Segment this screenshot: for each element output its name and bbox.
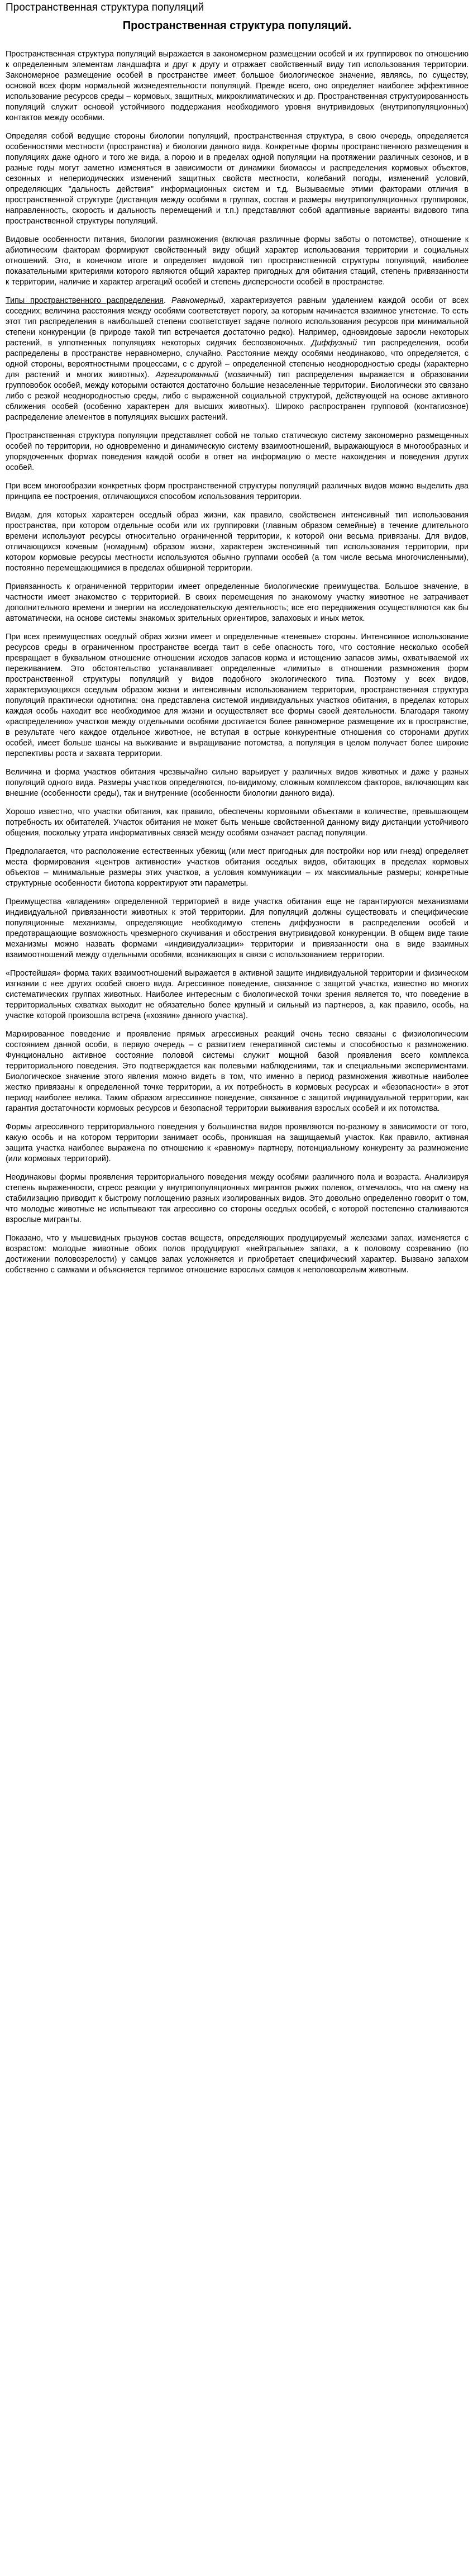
paragraph-12: Предполагается, что расположение естественных убежищ (или мест пригодных для постройки нор или гнезд) определяет места формирования «центров активности» участков обитания оседлых видов, обитающих в пределах кормовых объектов – минимальные размеры этих участков, а условия коммуникации – их максимальные размеры; конкретные структурные особенности биотопа корректируют эти параметры. [6,847,469,888]
paragraph-14: «Простейшая» форма таких взаимоотношений выражается в активной защите индивидуальной территории и физическом изгнании с нее других особей своего вида. Агрессивное поведение, связанное с защитой участка, известно во многих систематических группах животных. Наиболее интересным с биологической точки зрения является то, что поведение в территориальных схватках выходит не обязательно более крупный и сильный из партнеров, а, как правило, особь, на участке которой произошла встреча («хозяин» данного участка). [6,969,469,1020]
distribution-types-heading: Типы пространственного распределения [6,296,164,305]
paragraph-8: Привязанность к ограниченной территории имеет определенные биологические преимущества. Большое значение, в частности имеет знакомство с территорией. В своих перемещения по знакомому участку животное не затрачивает дополнительного времени и энергии на исследовательскую деятельность; все его передвижения осуществляются как бы автоматически, на основе системы знакомых зрительных ориентиров, запаховых и иных меток. [6,582,469,623]
paragraph-18: Показано, что у мышевидных грызунов состав веществ, определяющих продуцируемый железами запах, изменяется с возрастом: молодые животные обоих полов продуцируют «нейтральные» запахи, а к половому созреванию (по достижении половозрелости) у самцов запах усложняется и приобретает специфический характер. Вызвано запахом собственно с самками и объясняется терпимое отношение взрослых самцов к неполовозрелым животным. [6,1234,469,1275]
term-aggregated: Агрегированный [155,370,219,379]
paragraph-15: Маркированное поведение и проявление прямых агрессивных реакций очень тесно связаны с физиологическим состоянием данной особи, в первую очередь – с развитием генеративной системы и способностью к размножению. Функционально активное состояние половой системы служит мощной базой проявления всего комплекса территориального поведения. Это подтверждается как полевыми наблюдениями, так и специальными экспериментами. Биологическое значение этого явления можно видеть в том, что именно в период размножения животные наиболее жестко привязаны к определенной точке территории, а их потребность в кормовых ресурсах и «безопасности» в этот период наиболее велика. Таким образом агрессивное поведение, связанное с защитой индивидуальной территории, как гарантия достаточности кормовых ресурсов и безопасной территории выживания взрослых особей и их потомства. [6,1030,469,1113]
paragraph-3: Видовые особенности питания, биологии размножения (включая различные формы заботы о потомстве), отношение к абиотическим факторам формируют свойственный виду общий характер использования территории и социальных отношений. Это, в конечном итоге и определяет видовой тип пространственной структуры популяций, наиболее показательными критериями которого являются общий характер пригодных для обитания стаций, степень привязанности к территории, наличие и характер агрегаций особей и степень дисперсности особей в пространстве. [6,235,469,287]
paragraph-6: При всем многообразии конкретных форм пространственной структуры популяций различных видов можно выделить два принципа ее построения, отличающихся способом использования территории. [6,482,469,501]
paragraph-10: Величина и форма участков обитания чрезвычайно сильно варьирует у различных видов животных и даже у разных популяций одного вида. Размеры участков определяются, по-видимому, сложным комплексом факторов, включающим как внешние (особенности среды), так и внутренние (особенности биологии данного вида). [6,768,469,798]
term-diffuse: Диффузный [311,339,357,348]
paragraph-7: Видам, для которых характерен оседлый образ жизни, как правило, свойственен интенсивный тип использования пространства, при котором отдельные особи или их группировки (главным образом семейные) в течение длительного времени используют ресурсы относительно ограниченной территории, к которой они весьма привязаны. Для видов, отличающихся кочевым (номадным) образом жизни, характерен экстенсивный тип использования территории, при котором кормовые ресурсы местности используются обычно группами особей (а том числе весьма многочисленными), постоянно перемещающимися в пределах обширной территории. [6,511,469,573]
paragraph-9: При всех преимуществах оседлый образ жизни имеет и определенные «теневые» стороны. Интенсивное использование ресурсов среды в ограниченном пространстве всегда таит в себе опасность того, что состояние несколько особей превращает в буквальном отношение отношении исходов запасов корма и истощению запасов зимы, охватываемой их переживанием. Это обстоятельство устанавливает определенные «лимиты» в отношении размножения форм пространственной структуры популяций у видов подобного экологического типа. Поэтому у всех видов, характеризующихся оседлым образом жизни и интенсивным использованием территории, пространственная структура популяций практически однотипна: она представлена системой индивидуальных участков обитания, в пределах которых каждая особь находит все необходимое для жизни и осуществляет все формы своей деятельности. Благодаря такому «распределению» участков между отдельными особями достигается более равномерное размещение их в пространстве, в результате чего каждое отдельное животное, не вступая в острые конкурентные отношения со сторонами других особей, имеет больше шансы на выживание и выращивание потомства, а популяция в целом получает более широкие перспективы роста и захвата территории. [6,633,469,758]
paragraph-5: Пространственная структура популяции представляет собой не только статическую систему закономерно размещенных особей по территории, но одновременно и динамическую систему взаимоотношений, выражающуюся в многообразных и упорядоченных формах поведения каждой особи в ответ на информацию о месте нахождения и поведения других особей. [6,431,469,472]
paragraph-16: Формы агрессивного территориального поведения у большинства видов проявляются по-разному в зависимости от того, какую особь и на котором территории занимает особь, проникшая на защищаемый участок. Как правило, активная защита участка наиболее выражена по отношению к «равному» партнеру, потенциальному конкуренту за размножение (или кормовых территорий). [6,1123,469,1163]
term-uniform: Равномерный [171,296,223,305]
document-title: Пространственная структура популяций. [122,20,352,32]
paragraph-17: Неодинаковы формы проявления территориального поведения между особями различного пола и возраста. Анализируя степень выраженности, стресс реакции у внутрипопуляционных мигрантов рыжих полевок, отмечалось, что на смену на стабилизацию приводит к быстрому поглощению разных изолированных видов. Это довольно определенно говорит о том, что молодые животные не испытывают так агрессивно со стороны оседлых особей, с которой постепенно сталкиваются взрослые мигранты. [6,1173,469,1224]
paragraph-4-distribution-types: Типы пространственного распределения. Равномерный, характеризуется равным удалением каждой особи от всех соседних; величина расстояния между особями соответствует порогу, за которым начинается взаимное угнетение. То есть этот тип распределения в наибольшей степени соответствует задаче полного использования ресурсов при минимальной степени конкуренции (в природе такой тип встречается достаточно редко). Например, одновидовые заросли некоторых растений, в улпотненных популяциях некоторых сидячих беспозвоночных. Диффузный тип распределения, особи распределены в пространстве неравномерно, случайно. Расстояние между особями неодинаково, что определяется, с одной стороны, вероятностными процессами, с с другой – определенной степенью неоднородностью среды (характерно для растений и многих животных). Агрегированный (мозаичный) тип распределения выражается в образовании групповобок особей, между которыми остаются достаточно большие незаселенные территории. Биологически это связано либо с резкой неоднородностью среды, либо с выраженной социальной структурой, действующей на основе активного сближения особей (особенно характерен для высших животных). Широко распространен групповой (контагиозное) распределение элементов в популяциях высших растений. [6,296,469,422]
paragraph-13: Преимущества «владения» определенной территорией в виде участка обитания еще не гарантируются механизмами индивидуальной привязанности животных к этой территории. Для популяций должны существовать и специфические популяционные механизмы, определяющие необходимую степень диффузности в распределении особей и предотвращающие возможность чрезмерного скучивания и обострения внутривидовой конкуренции. В общем виде такие механизмы можно назвать формами «индивидуализации» территории и привязанности она в виде взаимных взаимоотношений между отдельными особями, возникающих в связи с использованием территории. [6,897,469,959]
paragraph-2: Определяя собой ведущие стороны биологии популяций, пространственная структура, в свою очередь, определяется особенностями местности (пространства) и биологии данного вида. Конкретные формы пространственного размещения в популяциях даже одного и того же вида, а порою и в пределах одной популяции на протяжении различных сезонов, и в разные годы могут заметно изменяться в зависимости от динамики биомассы и распределения кормовых объектов, сезонных и непериодических изменений защитных свойств местности, колебаний погоды, изменений условий, определяющих "дальность действия" информационных систем и т.д. Вызываемые этими факторами отличия в пространственной структуре (дистанция между особями в группах, состав и размеры внутрипопуляционных группировок, направленность, скорость и дальность перемещений и т.п.) представляют собой адаптивные варианты видового типа пространственной структуры популяций. [6,132,469,226]
page-tab-title: Пространственная структура популяций [6,2,204,13]
paragraph-1: Пространственная структура популяций выражается в закономерном размещении особей и их группировок по отношению к определенным элементам ландшафта и друг к другу и отражает свойственный виду тип использования территории. Закономерное размещение особей в пространстве имеет большое биологическое значение, являясь, по существу, основой всех форм нормальной жизнедеятельности популяций. Прежде всего, оно определяет наиболее эффективное использование ресурсов среды – кормовых, защитных, микроклиматических и др. Пространственная структурированность популяций служит основой устойчивого поддержания необходимого уровня внутривидовых (внутрипопуляционных) контактов между особями. [6,50,469,122]
paragraph-11: Хорошо известно, что участки обитания, как правило, обеспечены кормовыми объектами в количестве, превышающем потребность их обитателей. Участок обитания не может быть меньше свойственной данному виду дистанции устойчивого общения, поскольку утрата информативных связей между особями означает распад популяции. [6,807,469,838]
